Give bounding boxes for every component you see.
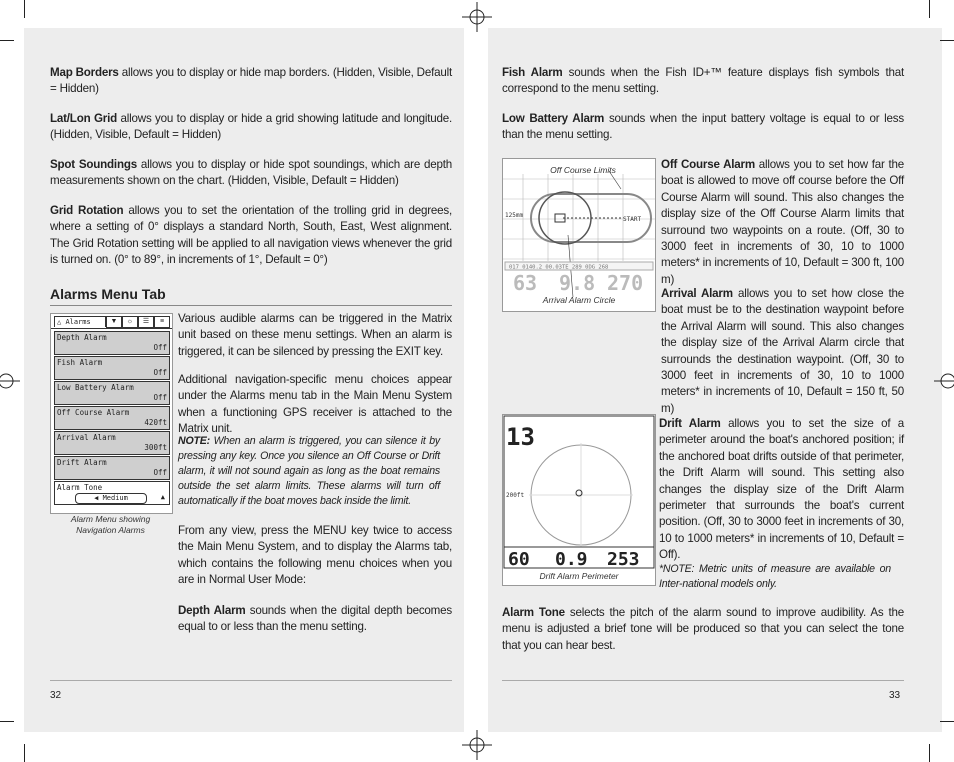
data-strip: 017 0140.2 00.03TE 289 0DG 268 [509,264,609,271]
menu-item-drift-alarm: Drift Alarm Off [54,456,170,480]
footer-rule-right [502,680,904,681]
section-heading: Alarms Menu Tab [50,286,166,302]
arrival-circle-caption: Arrival Alarm Circle [542,295,616,305]
map-borders-paragraph: Map Borders allows you to display or hide map borders. (Hidden, Visible, Default = Hidden) [50,66,453,96]
low-battery-paragraph: Low Battery Alarm sounds when the input battery voltage is equal to or less than the menu setting. [502,112,904,142]
drift-figure [502,414,656,586]
alarm-menu-screenshot [50,313,173,514]
depth-readout: 13 [506,423,535,451]
note-paragraph: NOTE: When an alarm is triggered, you can silence it by pressing any key. Once you silence an Off Course or Drift alarm, it will not sound again as long as the boat remains outside the set alarm limits. These alarms will turn off automatically if the boat moves back inside the limit. [178,435,440,507]
fish-alarm-paragraph: Fish Alarm sounds when the Fish ID+™ feature displays fish symbols that correspond to the menu setting. [502,66,904,96]
drift-readout-1: 60 [508,549,530,570]
menu-item-fish-alarm: Fish Alarm Off [54,356,170,380]
page-number-left: 32 [50,690,62,701]
menu-item-alarm-tone: Alarm Tone ◀ Medium ▲ [54,481,170,505]
metric-note: *NOTE: Metric units of measure are available on Inter-national models only. [659,563,891,590]
sun-tab-icon: ☼ [122,316,138,328]
crop-mark [0,721,14,722]
crop-mark [929,0,930,18]
heading-rule [50,305,452,306]
drift-readout-2: 0.9 [555,549,588,570]
crop-mark [929,744,930,762]
crop-mark [940,40,954,41]
start-label: START [623,216,642,223]
alarms-tab: △ Alarms [54,316,106,327]
readout-2: 9.8 [559,271,596,295]
menu-item-arrival-alarm: Arrival Alarm 300ft [54,431,170,455]
depth-alarm-paragraph: Depth Alarm sounds when the digital depth becomes equal to or less than the menu setting. [178,604,452,634]
readout-3: 270 [607,271,644,295]
settings-tab-icon: ☰ [138,316,154,328]
menu-tab-bar [51,314,172,329]
crop-mark [0,40,14,41]
off-course-paragraph: Off Course Alarm allows you to set how far the boat is allowed to move off course before the Off Course Alarm will sound. This also changes the display size of the Off Course Alarm limits that surround two waypoints on a route. (Off, 30 to 3000 feet in increments of 30, 10 to 1000 meters* in increments of 10, Default = 300 ft, 100 m) [661,158,905,286]
fish-tab-icon: ▼ [106,316,122,328]
scroll-up-icon: ▲ [160,493,165,501]
sonar-tab-icon: ≡ [154,316,170,328]
crop-mark [24,744,25,762]
intro-paragraph: Various audible alarms can be triggered in the Matrix unit based on these menu settings. When an alarm is triggered, it can be silenced by pressing the EXIT key. [178,312,452,358]
spot-soundings-paragraph: Spot Soundings allows you to display or hide spot soundings, which are depth measurements shown on the chart. (Hidden, Visible, Default = Hidden) [50,158,452,188]
registration-mark-right [934,366,954,396]
additional-paragraph: Additional navigation-specific menu choices appear under the Alarms menu tab in the Main Menu System when a functioning GPS receiver is attached to the Matrix unit. [178,373,452,436]
tone-selector: ◀ Medium [75,493,147,504]
menu-caption: Alarm Menu showing Navigation Alarms [70,514,151,535]
off-course-limits-label: Off Course Limits [550,165,616,175]
registration-mark-top [462,2,492,32]
grid-rotation-paragraph: Grid Rotation allows you to set the orientation of the trolling grid in degrees, where a setting of 0° displays a standard North, South, East, West alignment. The Grid Rotation setting will be applied to all navigation views whenever the grid is turned on. (0° to 89°, in increments of 1°, Default = 0°) [50,204,452,267]
latlon-grid-paragraph: Lat/Lon Grid allows you to display or hide a grid showing latitude and longitude. (Hidden, Visible, Default = Hidden) [50,112,453,142]
registration-mark-left [0,366,20,396]
menu-access-paragraph: From any view, press the MENU key twice to access the Main Menu System, and to display the Alarms tab, which contains the following menu choices when you are in Normal User Mode: [178,524,452,587]
crop-mark [940,721,954,722]
crop-mark [24,0,25,18]
off-course-diagram [503,159,655,311]
registration-mark-bottom [462,730,492,760]
arrival-paragraph: Arrival Alarm allows you to set how close the boat must be to the destination waypoint before the Arrival Alarm will sound. This also changes the display size of the Arrival Alarm circle that surrounds the destination waypoint. (Off, 30 to 3000 feet in increments of 30, 10 to 1000 meters* in increments of 10, Default = 150 ft, 50 m) [661,287,904,415]
menu-item-off-course-alarm: Off Course Alarm 420ft [54,406,170,430]
footer-rule-left [50,680,452,681]
drift-scale: 200ft [506,492,525,499]
menu-item-depth-alarm: Depth Alarm Off [54,331,170,355]
scale-label: 125mm [505,212,524,219]
menu-item-low-battery-alarm: Low Battery Alarm Off [54,381,170,405]
drift-readout-3: 253 [607,549,640,570]
readout-1: 63 [513,271,538,295]
page-number-right: 33 [889,690,901,701]
alarm-tone-paragraph: Alarm Tone selects the pitch of the alarm sound to improve audibility. As the menu is adjusted a brief tone will be produced so that you can select the tone that you can hear best. [502,606,904,652]
drift-caption: Drift Alarm Perimeter [539,571,619,581]
off-course-figure [502,158,656,312]
drift-paragraph: Drift Alarm allows you to set the size of a perimeter around the boat's anchored position; if the anchored boat drifts outside of that perimeter, the Drift Alarm will sound. This setting also changes the display size of the Drift Alarm perimeter that surrounds the boat's current position. (Off, 30 to 3000 feet in increments of 30, 10 to 1000 meters* in increments of 10, Default = Off). [659,417,905,562]
drift-diagram [503,415,655,585]
